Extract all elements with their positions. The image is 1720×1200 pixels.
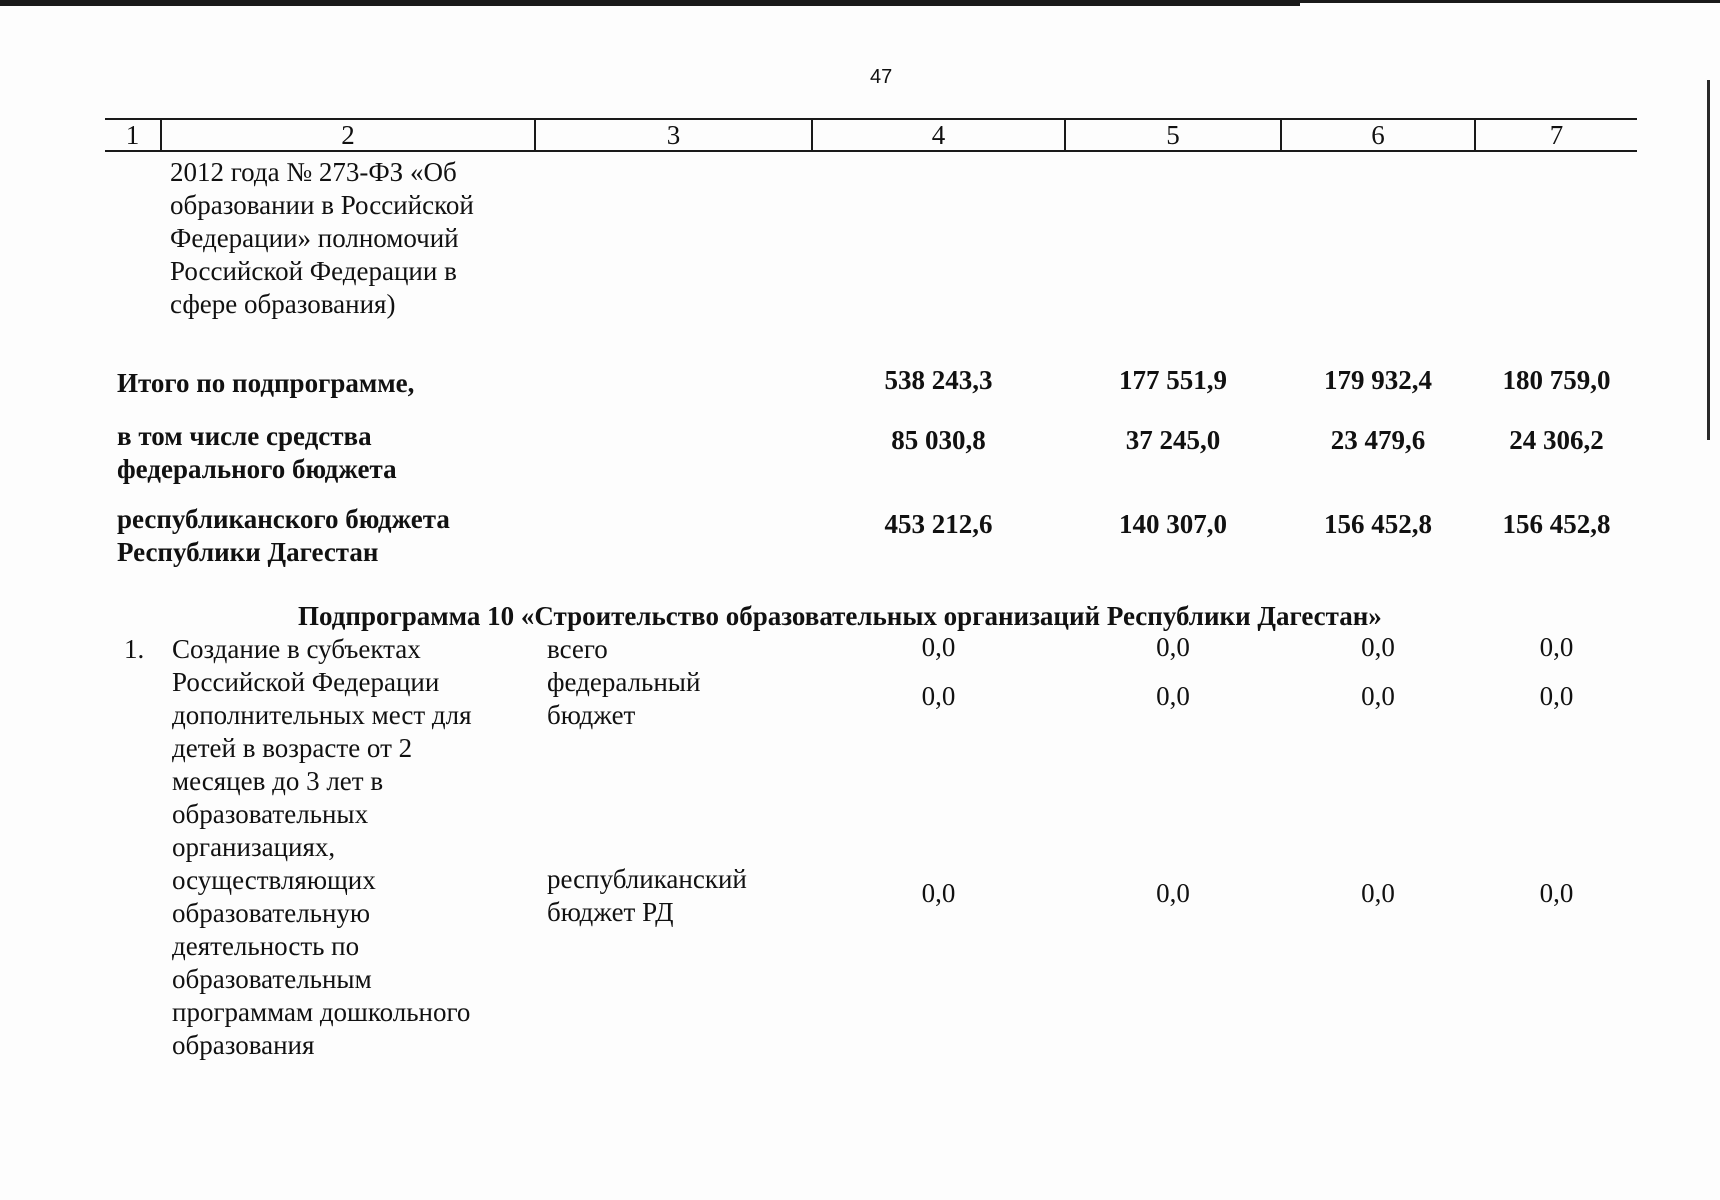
federal-budget-label: в том числе средства федерального бюджета [117, 421, 397, 484]
column-header-7: 7 [1549, 120, 1564, 150]
column-header-2: 2 [341, 120, 355, 150]
column-header-5: 5 [1166, 120, 1180, 150]
source-total-col5: 0,0 [1156, 632, 1190, 662]
total-value-col5: 177 551,9 [1119, 365, 1227, 395]
source-federal-col6: 0,0 [1361, 681, 1395, 711]
source-total-col6: 0,0 [1361, 632, 1395, 662]
total-value-col7: 180 759,0 [1502, 365, 1611, 395]
source-total-col4: 0,0 [921, 632, 956, 662]
source-total-col7: 0,0 [1539, 632, 1574, 662]
item-description: Создание в субъектах Российской Федерации дополнительных мест для детей в возрасте от 2 месяцев до 3 лет в образовательных организациях, осуществляющих образовательную деятельность по образовательным программам дошкольного образования [172, 634, 472, 1060]
federal-value-col7: 24 306,2 [1509, 425, 1604, 455]
republic-value-col6: 156 452,8 [1324, 509, 1432, 539]
republic-value-col5: 140 307,0 [1119, 509, 1227, 539]
column-header-6: 6 [1371, 120, 1385, 150]
federal-value-col4: 85 030,8 [891, 425, 986, 455]
source-republic-col6: 0,0 [1361, 878, 1395, 908]
total-label: Итого по подпрограмме, [117, 368, 415, 398]
header-bottom-border [105, 150, 1637, 152]
source-republic-label: республиканский бюджет РД [547, 864, 747, 927]
column-header-1: 1 [125, 120, 140, 150]
column-header-3: 3 [666, 120, 681, 150]
continuation-text: 2012 года № 273-ФЗ «Об образовании в Российской Федерации» полномочий Российской Федерации в сфере образования) [170, 157, 474, 319]
source-federal-col7: 0,0 [1539, 681, 1574, 711]
republic-value-col7: 156 452,8 [1502, 509, 1611, 539]
subprogram-title: Подпрограмма 10 «Строительство образовательных организаций Республики Дагестан» [298, 601, 1382, 631]
item-number: 1. [124, 634, 145, 664]
scan-edge [0, 0, 1300, 6]
scan-edge [1707, 80, 1710, 440]
republic-value-col4: 453 212,6 [884, 509, 993, 539]
source-federal-col4: 0,0 [921, 681, 956, 711]
federal-value-col6: 23 479,6 [1330, 425, 1426, 455]
federal-value-col5: 37 245,0 [1125, 425, 1221, 455]
scan-edge [1175, 0, 1720, 3]
source-republic-col4: 0,0 [921, 878, 956, 908]
source-federal-col5: 0,0 [1156, 681, 1190, 711]
source-total-label: всего [547, 634, 608, 664]
total-value-col4: 538 243,3 [884, 365, 993, 395]
column-header-4: 4 [931, 120, 946, 150]
total-value-col6: 179 932,4 [1324, 365, 1432, 395]
source-federal-label: федеральный бюджет [547, 667, 701, 730]
source-republic-col7: 0,0 [1539, 878, 1574, 908]
republic-budget-label: республиканского бюджета Республики Дагестан [117, 504, 450, 567]
source-republic-col5: 0,0 [1156, 878, 1190, 908]
page-number: 47 [870, 66, 893, 88]
